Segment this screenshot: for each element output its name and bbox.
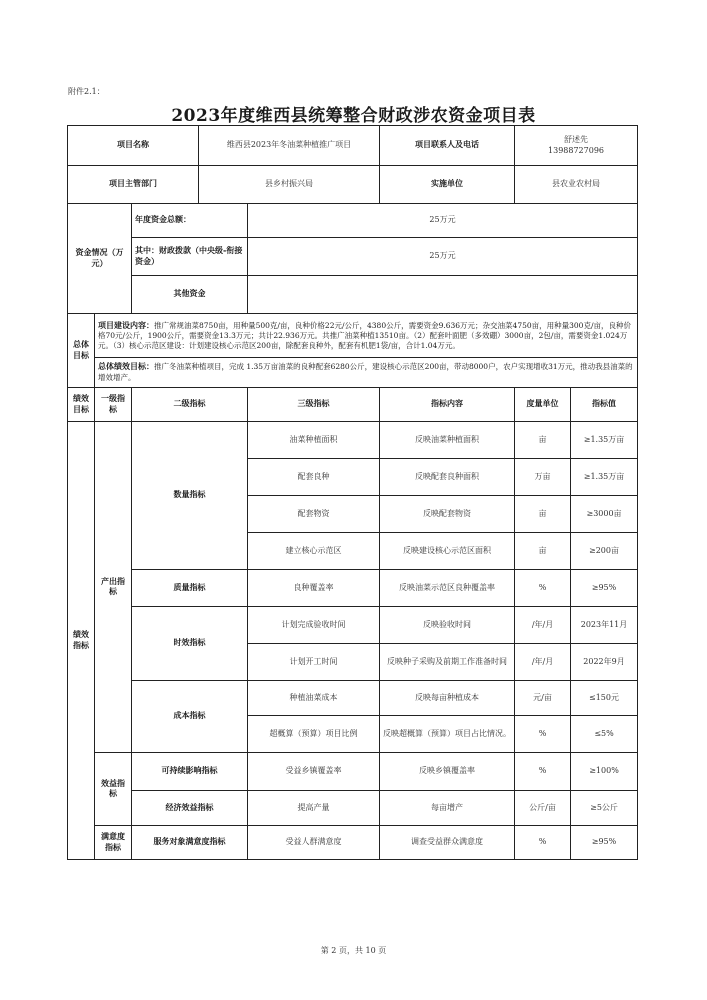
row-l3: 超概算（预算）项目比例	[248, 716, 380, 753]
row-content: 反映每亩种植成本	[380, 681, 515, 716]
row-content: 反映验收时间	[380, 607, 515, 644]
project-content-label: 项目建设内容：	[98, 320, 154, 330]
page-number: 第 2 页，共 10 页	[320, 946, 387, 955]
value-header: 指标值	[571, 388, 638, 422]
row-unit: 万亩	[515, 459, 571, 496]
contact-phone: 13988727096	[548, 145, 605, 155]
perf-target-header: 绩效目标	[68, 388, 95, 422]
cost-indicator-label: 成本指标	[132, 681, 248, 753]
funds-other-row	[68, 276, 638, 314]
other-funds-label: 其他资金	[132, 276, 248, 314]
row-l3: 受益乡镇覆盖率	[248, 753, 380, 791]
table-row	[68, 826, 638, 860]
row-value: ≥1.35万亩	[571, 422, 638, 459]
project-name-value: 维西县2023年冬油菜种植推广项目	[199, 126, 380, 166]
row-unit: 公斤/亩	[515, 791, 571, 826]
row-l3: 提高产量	[248, 791, 380, 826]
project-name-label: 项目名称	[68, 126, 199, 166]
project-table	[67, 125, 638, 860]
annual-funds-value: 25万元	[248, 204, 638, 238]
quality-indicator-label: 质量指标	[132, 570, 248, 607]
level3-header: 三级指标	[248, 388, 380, 422]
row-l3: 配套物资	[248, 496, 380, 533]
unit-header: 度量单位	[515, 388, 571, 422]
row-unit: /年/月	[515, 607, 571, 644]
table-row	[68, 422, 638, 459]
impl-value: 县农业农村局	[515, 166, 638, 204]
dept-label: 项目主管部门	[68, 166, 199, 204]
row-content: 反映种子采购及前期工作准备时间	[380, 644, 515, 681]
service-satisfaction-label: 服务对象满意度指标	[132, 826, 248, 860]
level1-header: 一级指标	[95, 388, 132, 422]
contact-value	[515, 126, 638, 166]
row-unit: %	[515, 716, 571, 753]
row-value: 2022年9月	[571, 644, 638, 681]
row-content: 反映油菜示范区良种覆盖率	[380, 570, 515, 607]
row-value: ≤150元	[571, 681, 638, 716]
content-header: 指标内容	[380, 388, 515, 422]
other-funds-value	[248, 276, 638, 314]
project-content-cell	[95, 314, 638, 358]
row-content: 反映配套物资	[380, 496, 515, 533]
satisfaction-indicator-label: 满意度指标	[95, 826, 132, 860]
overall-perf-text: 推广冬油菜种植项目，完成 1.35万亩油菜的良种配套6280公斤，建设核心示范区200亩，带动8000户，农户实现增收31万元，推动我县油菜的增效增产。	[98, 362, 633, 382]
overall-perf-cell	[95, 358, 638, 388]
annex-label: 附件2.1：	[68, 87, 105, 96]
row-content: 反映超概算（预算）项目占比情况。	[380, 716, 515, 753]
row-value: ≥95%	[571, 826, 638, 860]
central-funds-label: 其中：财政拨款（中央级-衔接资金）	[132, 238, 248, 276]
funds-central-row	[68, 238, 638, 276]
row-value: ≥3000亩	[571, 496, 638, 533]
row-content: 反映建设核心示范区面积	[380, 533, 515, 570]
row-l3: 计划开工时间	[248, 644, 380, 681]
row-l3: 配套良种	[248, 459, 380, 496]
row-value: ≥95%	[571, 570, 638, 607]
table-row	[68, 791, 638, 826]
row-content: 反映乡镇覆盖率	[380, 753, 515, 791]
output-indicator-label: 产出指标	[95, 422, 132, 753]
benefit-indicator-label: 效益指标	[95, 753, 132, 826]
row-l3: 计划完成验收时间	[248, 607, 380, 644]
row-unit: 亩	[515, 533, 571, 570]
row-value: ≥100%	[571, 753, 638, 791]
project-content-text: 推广常规油菜8750亩，用种量500克/亩，良种价格22元/公斤，4380公斤，需要资金9.636万元；杂交油菜4750亩，用种量300克/亩，良种价格70元/公斤，1900公斤，需要资金13.3万元；共计22.936万元。共推广油菜种植13510亩。（2）配套叶面肥（多效硼）3000亩，2包/亩，需要资金1.024万元。（3）核心示范区建设：计划建设核心示范区200亩，除配套良种外，配套有机肥1袋/亩，合计1.04万元。	[98, 320, 631, 350]
row-l3: 良种覆盖率	[248, 570, 380, 607]
row-unit: 亩	[515, 496, 571, 533]
row-l3: 建立核心示范区	[248, 533, 380, 570]
timeliness-indicator-label: 时效指标	[132, 607, 248, 681]
dept-value: 县乡村振兴局	[199, 166, 380, 204]
goals-perf-row	[68, 358, 638, 388]
overall-perf-label: 总体绩效目标：	[98, 362, 154, 372]
economic-indicator-label: 经济效益指标	[132, 791, 248, 826]
project-name-row	[68, 126, 638, 166]
row-content: 反映油菜种植面积	[380, 422, 515, 459]
row-unit: %	[515, 570, 571, 607]
table-row	[68, 570, 638, 607]
overall-goal-label: 总体目标	[68, 314, 95, 388]
indicator-header-row	[68, 388, 638, 422]
row-content: 每亩增产	[380, 791, 515, 826]
department-row	[68, 166, 638, 204]
row-l3: 受益人群满意度	[248, 826, 380, 860]
contact-label: 项目联系人及电话	[380, 126, 515, 166]
perf-indicator-label: 绩效指标	[68, 422, 95, 860]
row-value: 2023年11月	[571, 607, 638, 644]
row-value: ≥5公斤	[571, 791, 638, 826]
sustain-indicator-label: 可持续影响指标	[132, 753, 248, 791]
table-row	[68, 607, 638, 644]
row-l3: 种植油菜成本	[248, 681, 380, 716]
table-row	[68, 681, 638, 716]
row-unit: %	[515, 753, 571, 791]
annual-funds-label: 年度资金总额：	[132, 204, 248, 238]
row-unit: 亩	[515, 422, 571, 459]
page-title: 2023年度维西县统筹整合财政涉农资金项目表	[171, 106, 536, 126]
row-content: 反映配套良种面积	[380, 459, 515, 496]
row-value: ≥1.35万亩	[571, 459, 638, 496]
contact-name: 舒述先	[564, 135, 589, 145]
quantity-indicator-label: 数量指标	[132, 422, 248, 570]
table-row	[68, 753, 638, 791]
row-unit: %	[515, 826, 571, 860]
row-value: ≤5%	[571, 716, 638, 753]
row-l3: 油菜种植面积	[248, 422, 380, 459]
goals-content-row	[68, 314, 638, 358]
row-value: ≥200亩	[571, 533, 638, 570]
impl-label: 实施单位	[380, 166, 515, 204]
row-content: 调查受益群众满意度	[380, 826, 515, 860]
funds-label: 资金情况（万元）	[68, 204, 132, 314]
level2-header: 二级指标	[132, 388, 248, 422]
row-unit: 元/亩	[515, 681, 571, 716]
central-funds-value: 25万元	[248, 238, 638, 276]
row-unit: /年/月	[515, 644, 571, 681]
funds-annual-row	[68, 204, 638, 238]
